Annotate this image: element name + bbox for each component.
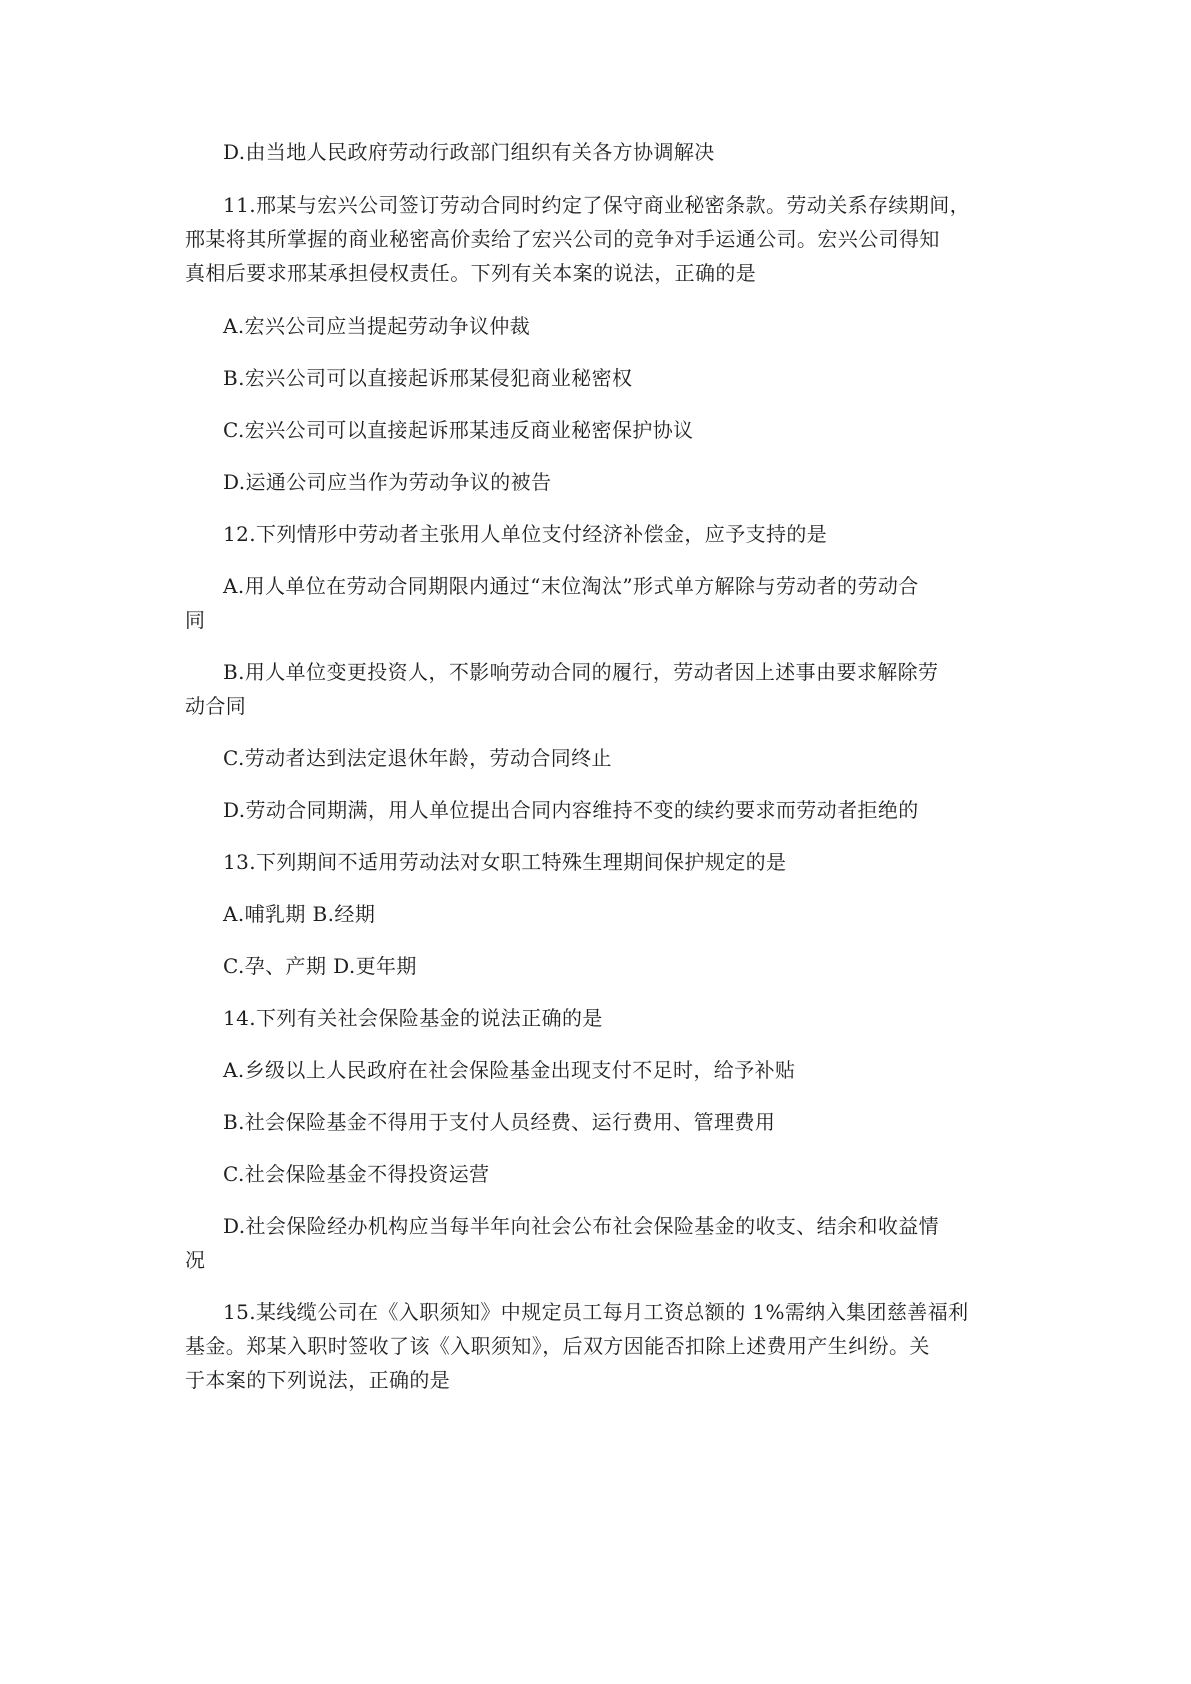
q15-stem-line1: 15.某线缆公司在《入职须知》中规定员工每月工资总额的 1%需纳入集团慈善福利 (223, 1300, 969, 1324)
q12-stem: 12.下列情形中劳动者主张用人单位支付经济补偿金，应予支持的是 (223, 522, 828, 546)
q15-stem-line2: 基金。郑某入职时签收了该《入职须知》，后双方因能否扣除上述费用产生纠纷。关 (185, 1334, 930, 1358)
q11-option-c: C.宏兴公司可以直接起诉邢某违反商业秘密保护协议 (223, 418, 694, 442)
q12-option-d: D.劳动合同期满，用人单位提出合同内容维持不变的续约要求而劳动者拒绝的 (223, 798, 919, 822)
q12-option-a-line2: 同 (185, 608, 206, 632)
q11-option-d: D.运通公司应当作为劳动争议的被告 (223, 470, 552, 494)
q13-stem: 13.下列期间不适用劳动法对女职工特殊生理期间保护规定的是 (223, 850, 787, 874)
q10-option-d: D.由当地人民政府劳动行政部门组织有关各方协调解决 (223, 140, 715, 164)
q11-stem-line2: 邢某将其所掌握的商业秘密高价卖给了宏兴公司的竞争对手运通公司。宏兴公司得知 (185, 227, 940, 251)
q12-option-b-line2: 动合同 (185, 694, 247, 718)
q13-options-cd: C.孕、产期 D.更年期 (223, 954, 417, 978)
q15-stem-line3: 于本案的下列说法，正确的是 (185, 1368, 451, 1392)
q14-stem: 14.下列有关社会保险基金的说法正确的是 (223, 1006, 603, 1030)
q14-option-b: B.社会保险基金不得用于支付人员经费、运行费用、管理费用 (223, 1110, 776, 1134)
q11-stem-line3: 真相后要求邢某承担侵权责任。下列有关本案的说法，正确的是 (185, 261, 757, 285)
q13-options-ab: A.哺乳期 B.经期 (223, 902, 376, 926)
q11-option-b: B.宏兴公司可以直接起诉邢某侵犯商业秘密权 (223, 366, 633, 390)
q14-option-a: A.乡级以上人民政府在社会保险基金出现支付不足时，给予补贴 (223, 1058, 796, 1082)
q12-option-b-line1: B.用人单位变更投资人，不影响劳动合同的履行，劳动者因上述事由要求解除劳 (223, 660, 939, 684)
q14-option-d-line1: D.社会保险经办机构应当每半年向社会公布社会保险基金的收支、结余和收益情 (223, 1214, 940, 1238)
q11-option-a: A.宏兴公司应当提起劳动争议仲裁 (223, 314, 531, 338)
q14-option-c: C.社会保险基金不得投资运营 (223, 1162, 490, 1186)
q11-stem-line1: 11.邢某与宏兴公司签订劳动合同时约定了保守商业秘密条款。劳动关系存续期间， (223, 193, 971, 217)
q12-option-c: C.劳动者达到法定退休年龄，劳动合同终止 (223, 746, 612, 770)
q14-option-d-line2: 况 (185, 1248, 206, 1272)
q12-option-a-line1: A.用人单位在劳动合同期限内通过“末位淘汰”形式单方解除与劳动者的劳动合 (223, 574, 919, 598)
